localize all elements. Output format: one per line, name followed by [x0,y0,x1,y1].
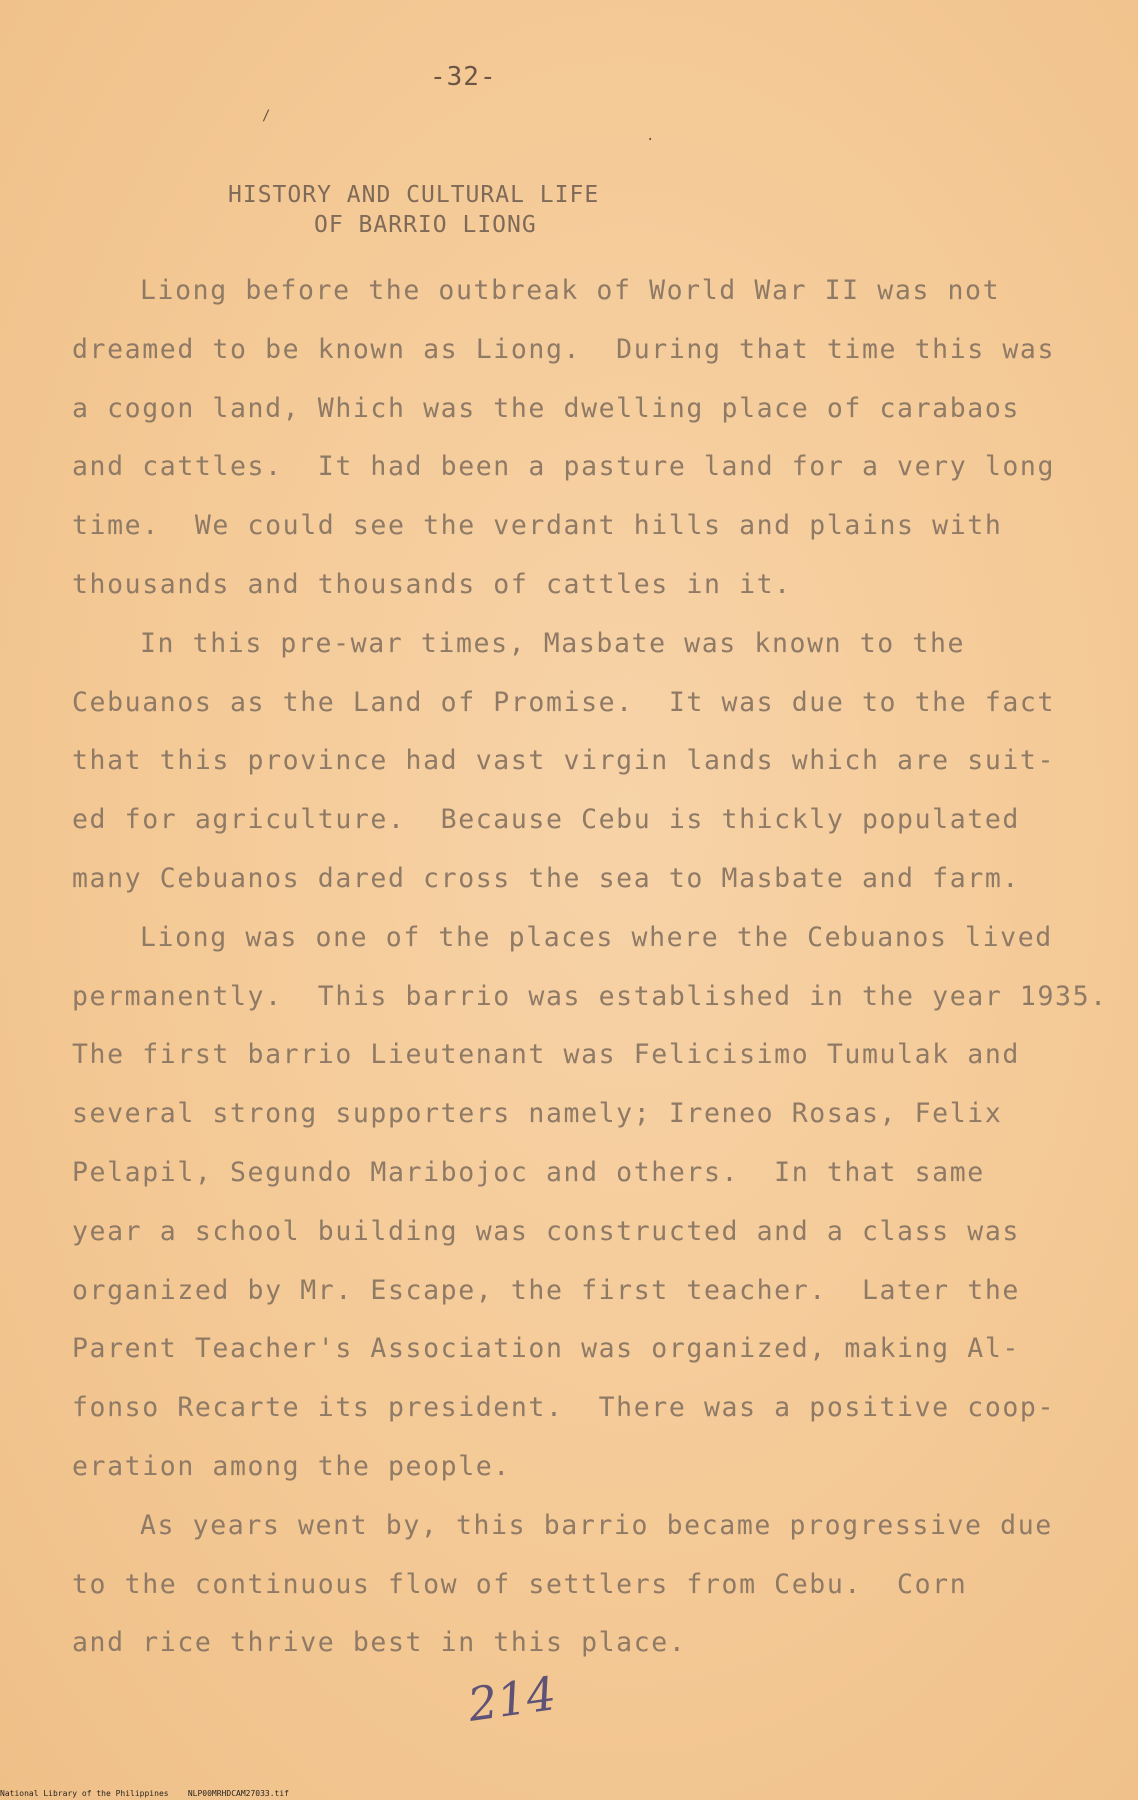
text-line: year a school building was constructed and a class was [72,1215,1020,1247]
paragraph [72,262,1082,615]
text-line: thousands and thousands of cattles in it. [72,568,792,600]
text-line: time. We could see the verdant hills and plains with [72,510,1003,542]
text-line: and cattles. It had been a pasture land for a very long [72,451,1056,483]
text-line: In this pre-war times, Masbate was known to the [140,627,966,659]
paragraph [72,615,1082,909]
text-line: Liong was one of the places where the Cebuanos lived [140,921,1053,953]
text-line: that this province had vast virgin lands which are suit- [72,745,1056,777]
text-line: eration among the people. [72,1450,511,1482]
text-line: permanently. This barrio was established in the year 1935. [72,980,1108,1012]
text-line: Pelapil, Segundo Maribojoc and others. In that same [72,1156,985,1188]
footer-library-name: National Library of the Philippines [0,1789,169,1798]
text-line: many Cebuanos dared cross the sea to Masbate and farm. [72,862,1020,894]
text-line: Liong before the outbreak of World War II was not [140,275,1001,306]
body-text [72,262,1108,1673]
text-line: ed for agriculture. Because Cebu is thickly populated [72,804,1020,836]
text-line: Cebuanos as the Land of Promise. It was due to the fact [72,686,1056,718]
text-line: dreamed to be known as Liong. During that time this was [72,333,1056,365]
text-line: As years went by, this barrio became progressive due [140,1509,1053,1541]
scan-footer [0,1788,1138,1800]
text-line: to the continuous flow of settlers from Cebu. Corn [72,1568,968,1600]
handwritten-page-mark: 214 [464,1666,560,1732]
text-line: Parent Teacher's Association was organized, making Al- [72,1333,1020,1365]
text-line: and rice thrive best in this place. [72,1627,687,1659]
stray-mark: / [262,108,271,124]
paragraph [72,909,1108,1497]
stray-mark: . [646,128,655,144]
footer-file-name: NLP00MRHDCAM27033.tif [187,1789,289,1798]
paragraph [72,1497,1082,1673]
heading-line-1: HISTORY AND CULTURAL LIFE [228,182,600,208]
text-line: a cogon land, Which was the dwelling place of carabaos [72,392,1020,424]
text-line: several strong supporters namely; Ireneo Rosas, Felix [72,1098,1003,1130]
page-number: -32- [430,62,497,92]
text-line: organized by Mr. Escape, the first teacher. Later the [72,1274,1020,1306]
heading-line-2: OF BARRIO LIONG [314,212,537,238]
text-line: fonso Recarte its president. There was a positive coop- [72,1392,1056,1424]
text-line: The first barrio Lieutenant was Felicisimo Tumulak and [72,1039,1020,1071]
